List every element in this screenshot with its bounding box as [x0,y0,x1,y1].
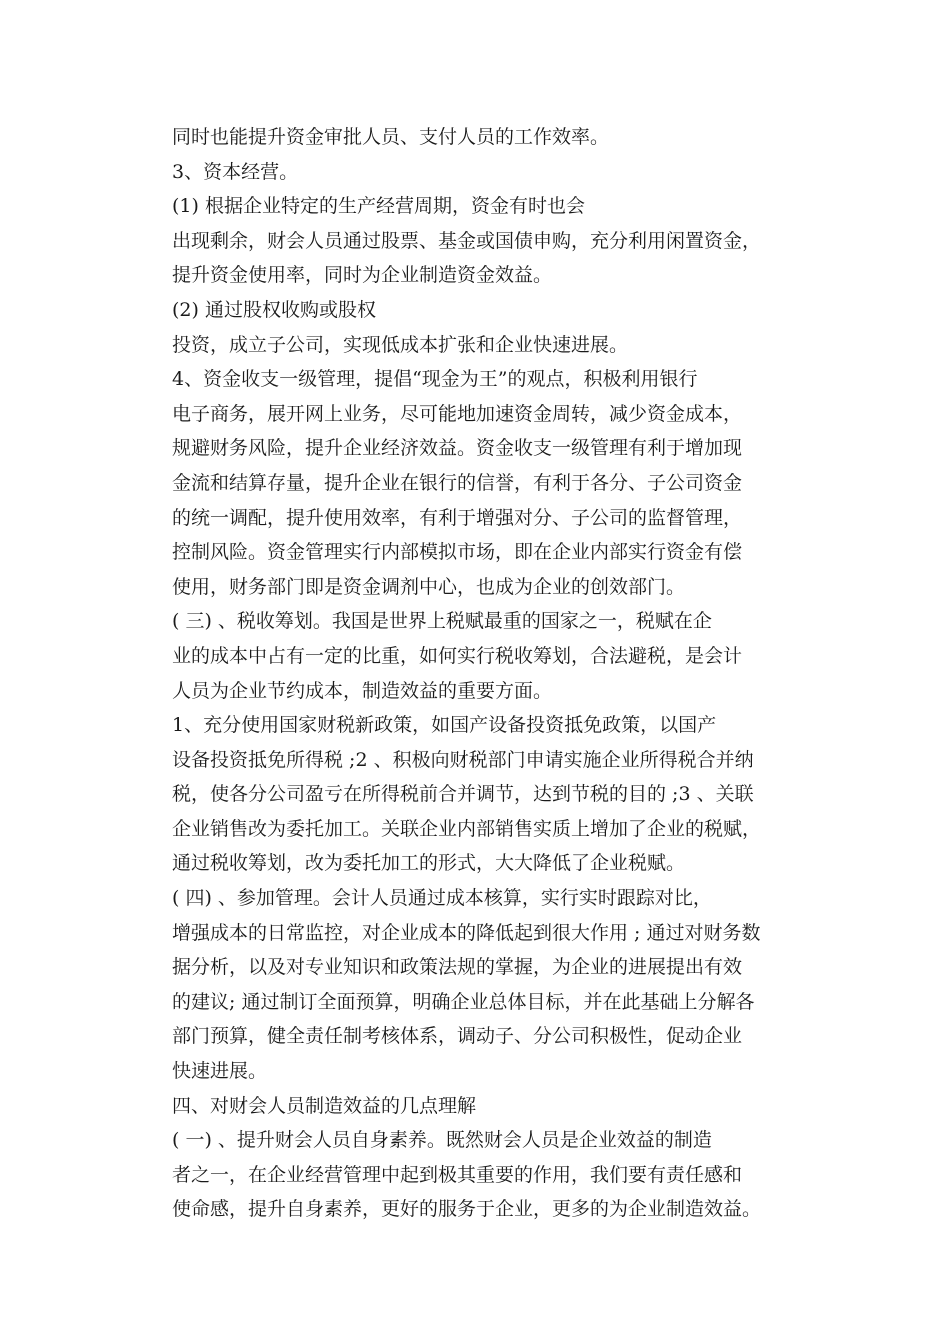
text-line: 增强成本的日常监控，对企业成本的降低起到很大作用 ; 通过对财务数 [172,921,761,944]
text-line: 的建议; 通过制订全面预算，明确企业总体目标，并在此基础上分解各 [172,990,755,1013]
text-line: 控制风险。资金管理实行内部模拟市场，即在企业内部实行资金有偿 [172,541,743,564]
text-line: ( 四) 、参加管理。会计人员通过成本核算，实行实时跟踪对比， [172,887,712,910]
text-line: (1) 根据企业特定的生产经营周期，资金有时也会 [172,195,585,218]
text-line: 使命感，提升自身素养，更好的服务于企业，更多的为企业制造效益。 [172,1198,762,1221]
text-line: 快速进展。 [172,1060,268,1083]
text-line: 业的成本中占有一定的比重，如何实行税收筹划，合法避税，是会计 [172,644,743,667]
text-line: 企业销售改为委托加工。关联企业内部销售实质上增加了企业的税赋， [172,817,762,840]
text-line: 人员为企业节约成本，制造效益的重要方面。 [172,679,553,702]
text-line: ( 三) 、税收筹划。我国是世界上税赋最重的国家之一，税赋在企 [172,610,712,633]
text-line: 同时也能提升资金审批人员、支付人员的工作效率。 [172,126,610,148]
section-heading: 四、对财会人员制造效益的几点理解 [172,1094,477,1117]
text-line: 据分析，以及对专业知识和政策法规的掌握，为企业的进展提出有效 [172,956,743,979]
text-line: 设备投资抵免所得税 ;2 、积极向财税部门申请实施企业所得税合并纳 [172,748,754,771]
text-line: 提升资金使用率，同时为企业制造资金效益。 [172,264,553,287]
text-line: 部门预算，健全责任制考核体系，调动子、分公司积极性，促动企业 [172,1025,743,1048]
document-body [172,120,792,1227]
text-line: 者之一，在企业经营管理中起到极其重要的作用，我们要有责任感和 [172,1163,743,1186]
text-line: 1、充分使用国家财税新政策，如国产设备投资抵免政策，以国产 [172,714,717,737]
text-line: ( 一) 、提升财会人员自身素养。既然财会人员是企业效益的制造 [172,1129,712,1152]
text-line: 金流和结算存量，提升企业在银行的信誉，有利于各分、子公司资金 [172,471,743,494]
text-line: 的统一调配，提升使用效率，有利于增强对分、子公司的监督管理， [172,506,743,529]
text-line: 电子商务，展开网上业务，尽可能地加速资金周转，减少资金成本， [172,402,743,425]
text-line: 4、资金收支一级管理，提倡“现金为王”的观点，积极利用银行 [172,368,698,391]
section-heading: 3、资本经营。 [172,160,299,183]
text-line: 税，使各分公司盈亏在所得税前合并调节，达到节税的目的 ;3 、关联 [172,783,754,806]
text-line: 通过税收筹划，改为委托加工的形式，大大降低了企业税赋。 [172,852,686,875]
text-line: 规避财务风险，提升企业经济效益。资金收支一级管理有利于增加现 [172,437,743,460]
text-line: 出现剩余，财会人员通过股票、基金或国债申购，充分利用闲置资金， [172,229,762,252]
text-line: 投资，成立子公司，实现低成本扩张和企业快速进展。 [172,333,629,356]
text-line: 使用，财务部门即是资金调剂中心，也成为企业的创效部门。 [172,575,686,598]
text-line: (2) 通过股权收购或股权 [172,298,376,321]
